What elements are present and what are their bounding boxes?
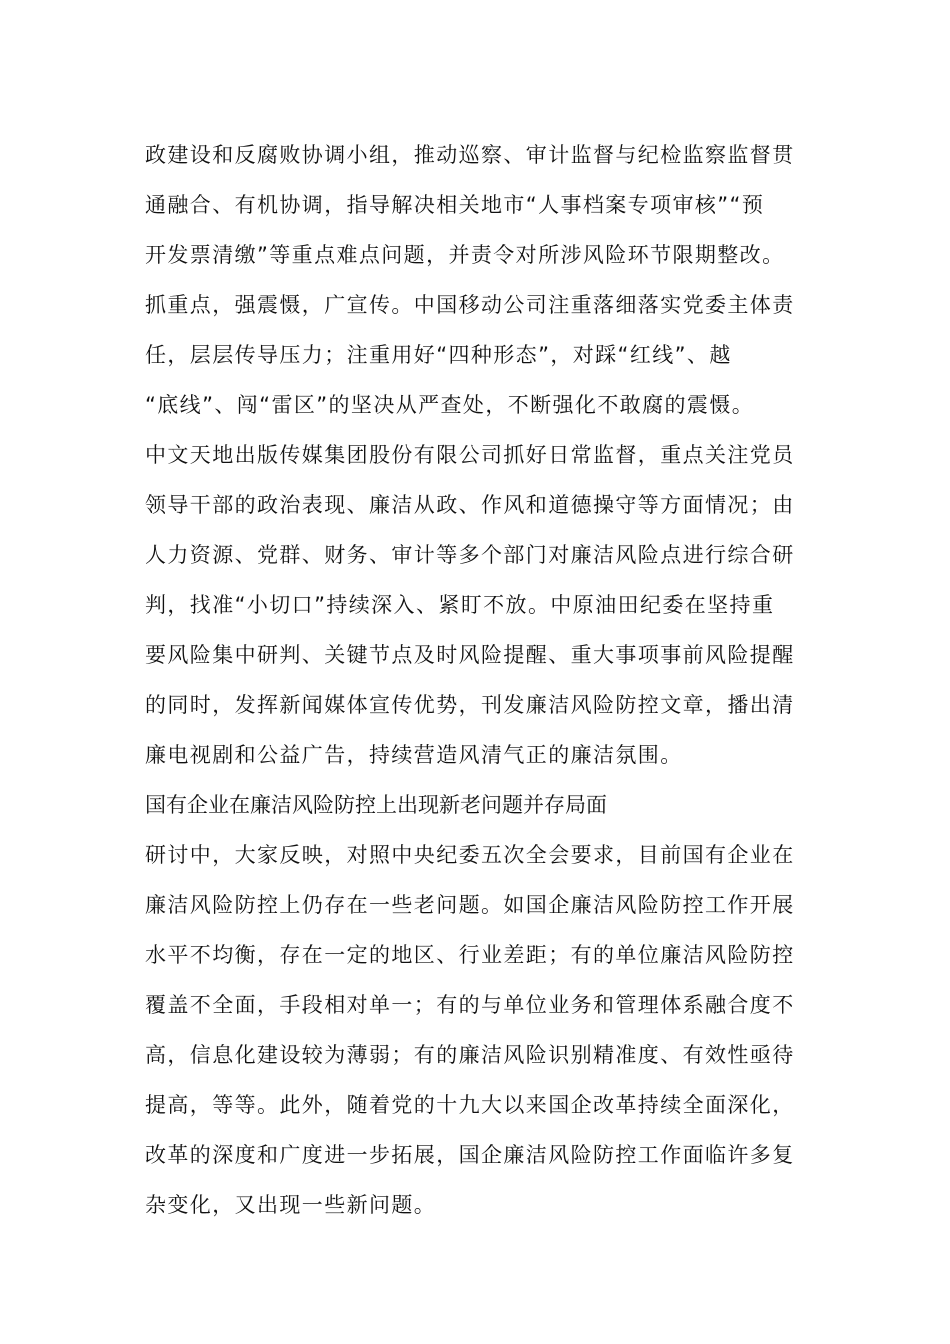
text-line: 政建设和反腐败协调小组，推动巡察、审计监督与纪检监察监督贯	[145, 143, 795, 167]
text-line: 要风险集中研判、关键节点及时风险提醒、重大事项事前风险提醒	[145, 643, 795, 667]
text-line: 廉洁风险防控上仍存在一些老问题。如国企廉洁风险防控工作开展	[145, 893, 795, 917]
text-line: “底线”、闯“雷区”的坚决从严查处，不断强化不敢腐的震慑。	[145, 393, 755, 417]
text-line: 抓重点，强震慑，广宣传。中国移动公司注重落细落实党委主体责	[145, 293, 795, 317]
text-line: 通融合、有机协调，指导解决相关地市“人事档案专项审核”“预	[145, 193, 765, 217]
text-line: 提高，等等。此外，随着党的十九大以来国企改革持续全面深化，	[145, 1093, 795, 1117]
text-line: 改革的深度和广度进一步拓展，国企廉洁风险防控工作面临许多复	[145, 1143, 795, 1167]
text-line: 判，找准“小切口”持续深入、紧盯不放。中原油田纪委在坚持重	[145, 593, 775, 617]
text-line: 廉电视剧和公益广告，持续营造风清气正的廉洁氛围。	[145, 743, 683, 767]
text-line: 杂变化，又出现一些新问题。	[145, 1193, 437, 1217]
text-line: 研讨中，大家反映，对照中央纪委五次全会要求，目前国有企业在	[145, 843, 795, 867]
document-body	[145, 130, 845, 1230]
text-line: 覆盖不全面，手段相对单一；有的与单位业务和管理体系融合度不	[145, 993, 795, 1017]
text-line: 人力资源、党群、财务、审计等多个部门对廉洁风险点进行综合研	[145, 543, 795, 567]
text-line: 领导干部的政治表现、廉洁从政、作风和道德操守等方面情况；由	[145, 493, 795, 517]
section-heading: 国有企业在廉洁风险防控上出现新老问题并存局面	[145, 793, 607, 817]
text-line: 中文天地出版传媒集团股份有限公司抓好日常监督，重点关注党员	[145, 443, 795, 467]
text-line: 水平不均衡，存在一定的地区、行业差距；有的单位廉洁风险防控	[145, 943, 795, 967]
text-line: 的同时，发挥新闻媒体宣传优势，刊发廉洁风险防控文章，播出清	[145, 693, 795, 717]
text-line: 任，层层传导压力；注重用好“四种形态”，对踩“红线”、越	[145, 343, 732, 367]
text-line: 开发票清缴”等重点难点问题，并责令对所涉风险环节限期整改。	[145, 243, 785, 267]
text-line: 高，信息化建设较为薄弱；有的廉洁风险识别精准度、有效性亟待	[145, 1043, 795, 1067]
